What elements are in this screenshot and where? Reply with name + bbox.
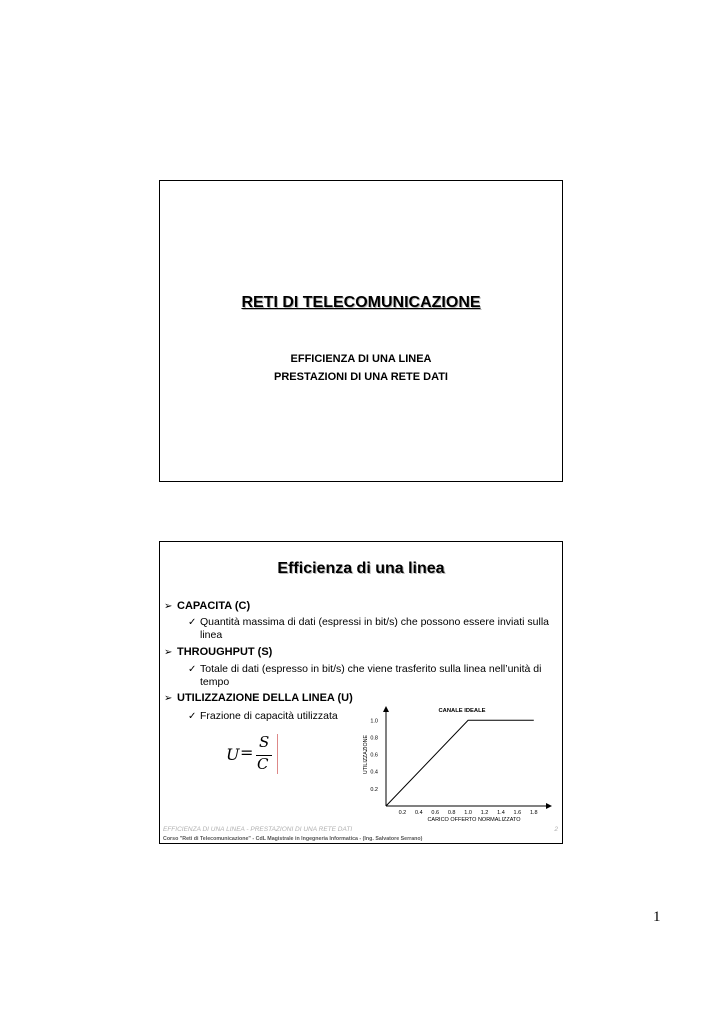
- x-tick-label: 1.4: [497, 810, 505, 816]
- y-tick-label: 0.8: [370, 735, 378, 742]
- bullet-label: CAPACITA (C): [177, 600, 251, 612]
- slide-title: RETI DI TELECOMUNICAZIONE: [241, 294, 481, 311]
- x-tick-label: 0.6: [431, 810, 440, 816]
- content-slide: [159, 541, 563, 844]
- y-tick-label: 0.4: [370, 769, 378, 776]
- arrow-bullet-icon: ➢: [164, 601, 173, 612]
- formula-numerator: S: [259, 733, 270, 751]
- x-axis-arrow-icon: [546, 803, 552, 809]
- y-axis-arrow-icon: [383, 706, 389, 712]
- slide-subtitle-line1: EFFICIENZA DI UNA LINEA: [290, 353, 432, 365]
- sub-bullet-text: Frazione di capacità utilizzata: [200, 710, 338, 722]
- x-tick-label: 1.8: [529, 810, 538, 816]
- footer-title: EFFICIENZA DI UNA LINEA - PRESTAZIONI DI UNA RETE DATI: [163, 826, 353, 833]
- page-number: 1: [653, 909, 661, 925]
- y-tick-label: 0.2: [370, 786, 378, 793]
- bullet-capacita: [164, 600, 250, 612]
- footer-course: Corso "Reti di Telecomunicazione" - CdL Magistrale in Ingegneria Informatica - (Ing. Salvatore Serrano): [163, 836, 423, 842]
- x-tick-label: 1.2: [480, 810, 489, 816]
- formula-lhs: U: [226, 745, 240, 764]
- sub-bullet-capacita: [188, 616, 558, 642]
- x-tick-label: 1.6: [513, 810, 522, 816]
- ideal-channel-chart: [350, 702, 560, 822]
- sub-bullet-throughput: [188, 663, 558, 689]
- y-axis-label: UTILIZZAZIONE: [363, 735, 369, 775]
- y-tick-label: 0.6: [370, 752, 378, 759]
- x-tick-label: 0.2: [398, 810, 407, 816]
- x-tick-label: 1.0: [464, 810, 472, 816]
- y-tick-label: 1.0: [370, 718, 378, 725]
- bullet-label: THROUGHPUT (S): [177, 646, 273, 658]
- check-icon: ✓: [188, 617, 197, 628]
- text-cursor: [277, 734, 278, 774]
- x-tick-label: 0.4: [415, 810, 423, 816]
- formula-denominator: C: [257, 755, 269, 773]
- check-icon: ✓: [188, 711, 197, 722]
- sub-bullet-utilizzazione: [188, 710, 358, 723]
- sub-bullet-text: Totale di dati (espresso in bit/s) che viene trasferito sulla linea nell’unità di tempo: [200, 663, 542, 688]
- utilization-formula: [226, 733, 286, 777]
- series-line: [386, 720, 534, 806]
- chart-title: CANALE IDEALE: [438, 708, 486, 714]
- slide-title: Efficienza di una linea: [277, 560, 445, 577]
- sub-bullet-text: Quantità massima di dati (espressi in bit/s) che possono essere inviati sulla linea: [200, 616, 549, 641]
- slide-number: 2: [554, 826, 558, 833]
- bullet-utilizzazione: [164, 692, 353, 704]
- x-tick-label: 0.8: [447, 810, 456, 816]
- arrow-bullet-icon: ➢: [164, 647, 173, 658]
- title-slide: [159, 180, 563, 482]
- slide-subtitle-line2: PRESTAZIONI DI UNA RETE DATI: [274, 371, 448, 383]
- formula-equals: =: [240, 743, 254, 762]
- x-axis-label: CARICO OFFERTO NORMALIZZATO: [427, 817, 521, 822]
- bullet-label: UTILIZZAZIONE DELLA LINEA (U): [177, 692, 353, 704]
- check-icon: ✓: [188, 664, 197, 675]
- bullet-throughput: [164, 646, 272, 658]
- arrow-bullet-icon: ➢: [164, 693, 173, 704]
